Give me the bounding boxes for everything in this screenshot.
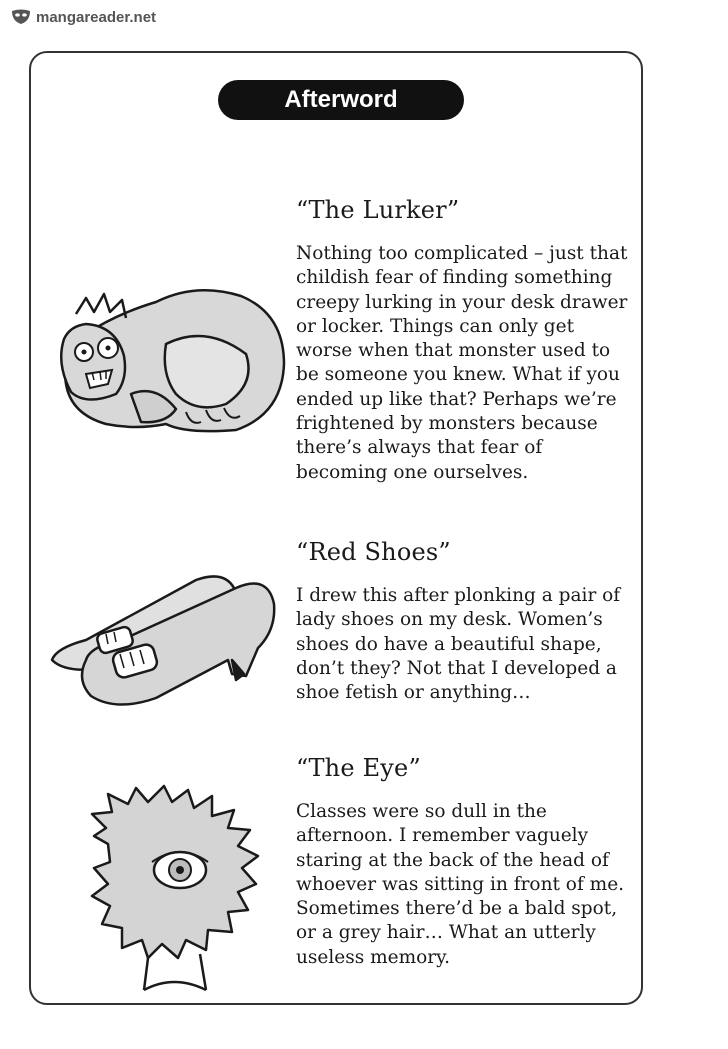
red-shoes-illustration <box>46 568 278 716</box>
page-title: Afterword <box>218 80 464 120</box>
section-lurker <box>296 196 636 485</box>
section-heading: “The Lurker” <box>296 196 460 224</box>
section-heading: “Red Shoes” <box>296 538 451 566</box>
watermark-text: mangareader.net <box>36 8 157 26</box>
crouching-monster-illustration <box>46 284 286 434</box>
watermark <box>10 8 156 26</box>
section-the-eye <box>296 754 636 970</box>
eye-head-illustration <box>88 784 268 992</box>
section-body: I drew this after plonking a pair of lady shoes on my desk. Women’s shoes do have a beautiful shape, don’t they? Not that I developed a shoe fetish or anything… <box>296 585 621 704</box>
section-heading: “The Eye” <box>296 754 421 782</box>
section-body: Nothing too complicated – just that childish fear of finding something creepy lurking in your desk drawer or locker. Things can only get worse when that monster used to be someone you knew. What if you ended up like that? Perhaps we’re frightened by monsters because there’s always that fear of becoming one ourselves. <box>296 243 628 483</box>
section-red-shoes <box>296 538 636 705</box>
section-body: Classes were so dull in the afternoon. I remember vaguely staring at the back of the head of whoever was sitting in front of me. Sometimes there’d be a bald spot, or a grey hair… What an utterly useless memory. <box>296 801 625 968</box>
mask-icon <box>10 8 32 26</box>
